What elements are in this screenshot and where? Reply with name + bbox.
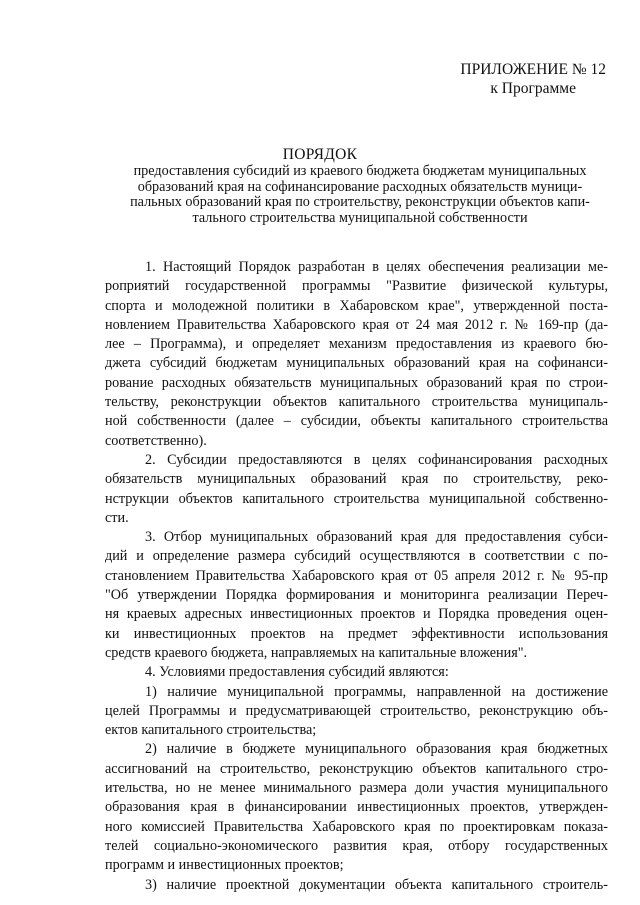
text-line: ки инвестиционных проектов на предмет эффективности использования bbox=[105, 625, 608, 642]
text-line: 3. Отбор муниципальных образований края для предоставления субси- bbox=[145, 529, 608, 546]
document-subtitle bbox=[110, 164, 610, 226]
text-line: 2) наличие в бюджете муниципального образования края бюджетных bbox=[145, 741, 608, 758]
text-line: соответственно). bbox=[105, 432, 207, 449]
text-line: ня краевых адресных инвестиционных проектов и Порядка проведения оцен- bbox=[105, 606, 608, 623]
text-line: джета субсидий бюджетам муниципальных образований края на софинанси- bbox=[105, 355, 608, 372]
text-line: ной собственности (далее – субсидии, объекты капитального строительства bbox=[105, 413, 608, 430]
paragraph-4-item-1 bbox=[105, 683, 608, 741]
text-line: 3) наличие проектной документации объекта капитального строитель- bbox=[145, 876, 608, 893]
appendix-header bbox=[460, 60, 606, 98]
text-line: лее – Программа), и определяет механизм предоставления из краевого бю- bbox=[105, 336, 608, 353]
text-line: спорта и молодежной политики в Хабаровском крае", утвержденной поста- bbox=[105, 297, 608, 314]
text-line: ного комиссией Правительства Хабаровского края по проектировкам показа- bbox=[105, 818, 608, 835]
text-line: тельству, реконструкции объектов капитального строительства муниципаль- bbox=[105, 394, 608, 411]
document-title: ПОРЯДОК bbox=[282, 146, 358, 163]
text-line: нструкции объектов капитального строительства муниципальной собственно- bbox=[105, 490, 608, 507]
text-line: программ и инвестиционных проектов; bbox=[105, 857, 344, 874]
text-line: телей социально-экономического развития края, отбору государственных bbox=[105, 837, 608, 854]
appendix-number: ПРИЛОЖЕНИЕ № 12 bbox=[460, 61, 606, 78]
subtitle-line: пальных образований края по строительству, реконструкции объектов капи- bbox=[130, 194, 590, 210]
text-line: 2. Субсидии предоставляются в целях софинансирования расходных bbox=[145, 451, 608, 468]
text-line: новлением Правительства Хабаровского края от 24 мая 2012 г. № 169-пр (да- bbox=[105, 316, 608, 333]
paragraph-4-item-3 bbox=[105, 876, 608, 895]
text-line: сти. bbox=[105, 509, 129, 526]
subtitle-line: предоставления субсидий из краевого бюджета бюджетам муниципальных bbox=[133, 163, 587, 179]
text-line: роприятий государственной программы "Развитие физической культуры, bbox=[105, 278, 608, 295]
paragraph-4-item-2 bbox=[105, 740, 608, 875]
text-line: 1. Настоящий Порядок разработан в целях обеспечения реализации ме- bbox=[145, 259, 608, 275]
text-line: ассигнований на строительство, реконструкцию объектов капитального стро- bbox=[105, 760, 608, 777]
paragraph-3 bbox=[105, 528, 608, 663]
paragraph-4 bbox=[105, 663, 608, 682]
text-line: 1) наличие муниципальной программы, направленной на достижение bbox=[145, 683, 608, 700]
appendix-reference: к Программе bbox=[490, 80, 576, 97]
text-line: обязательств муниципальных образований края по строительству, реко- bbox=[105, 471, 608, 488]
text-line: дий и определение размера субсидий осуществляются в соответствии с по- bbox=[105, 548, 608, 565]
document-body bbox=[105, 258, 608, 895]
text-line: образования края в финансировании инвестиционных проектов, утвержден- bbox=[105, 799, 608, 816]
text-line: целей Программы и предусматривающей строительство, реконструкцию объ- bbox=[105, 702, 608, 719]
text-line: становлением Правительства Хабаровского края от 05 апреля 2012 г. № 95-пр bbox=[105, 567, 608, 584]
subtitle-line: тального строительства муниципальной собственности bbox=[192, 209, 528, 226]
text-line: рование расходных обязательств муниципальных образований края по строи- bbox=[105, 374, 608, 391]
text-line: ектов капитального строительства; bbox=[105, 722, 317, 739]
text-line: средств краевого бюджета, направляемых на капитальные вложения". bbox=[105, 644, 528, 661]
paragraph-1 bbox=[105, 258, 608, 451]
subtitle-line: образований края на софинансирование расходных обязательств муници- bbox=[137, 178, 583, 195]
text-line: 4. Условиями предоставления субсидий являются: bbox=[145, 664, 449, 681]
text-line: ительства, но не менее минимального размера доли участия муниципального bbox=[105, 780, 608, 797]
text-line: "Об утверждении Порядка формирования и мониторинга реализации Переч- bbox=[105, 587, 608, 604]
paragraph-2 bbox=[105, 451, 608, 528]
